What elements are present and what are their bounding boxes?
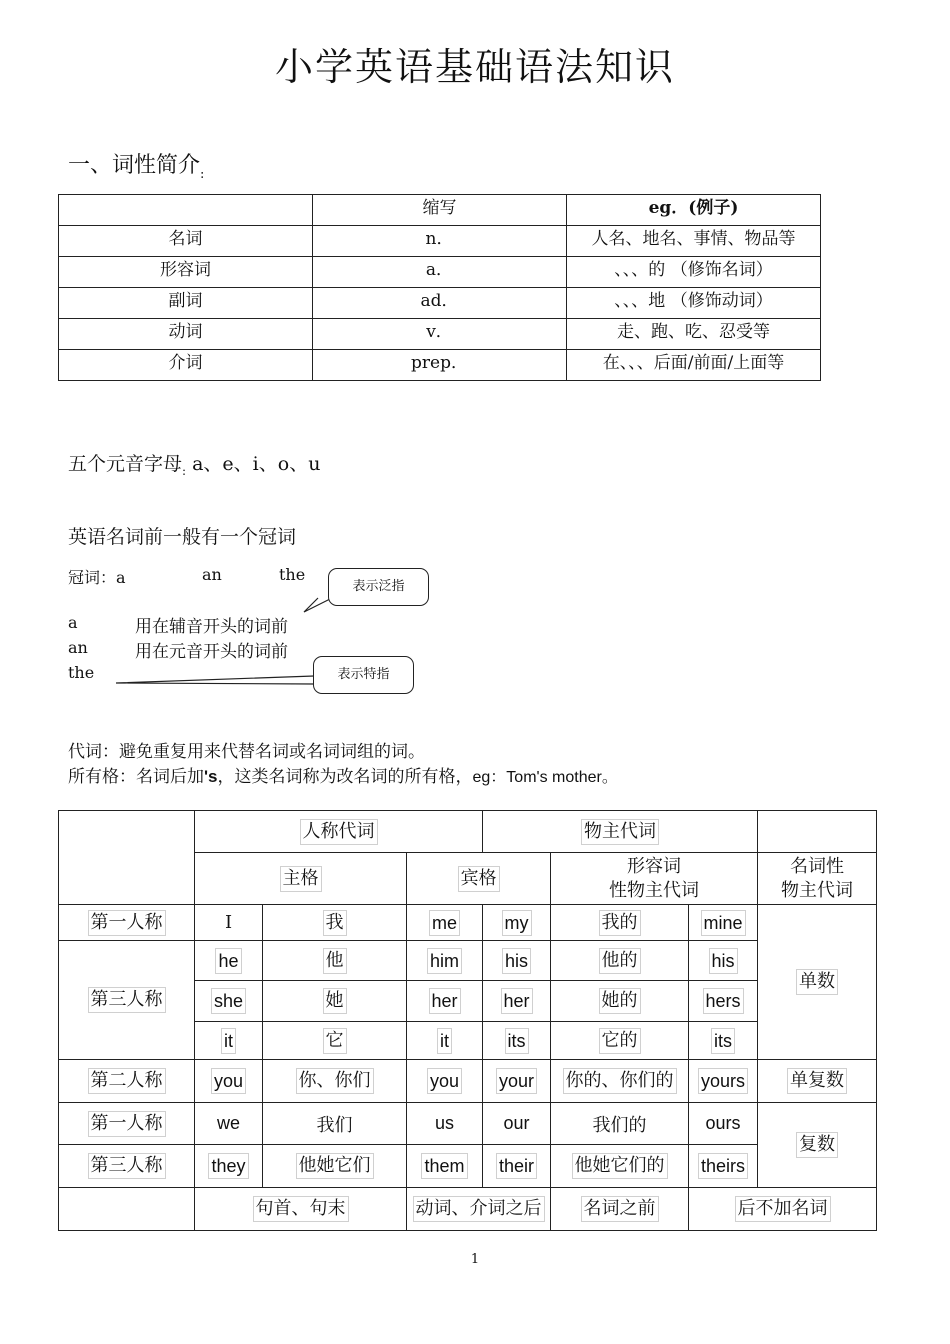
table-row: [59, 1145, 877, 1188]
table-cell: 名词: [59, 226, 313, 257]
articles-label: 冠词：a: [68, 568, 126, 587]
table-cell: ad．: [313, 288, 567, 319]
cell-text: I: [224, 912, 233, 933]
cell-text: their: [496, 1153, 537, 1179]
header-cell: [407, 853, 551, 905]
table-cell: [263, 981, 407, 1022]
number-singular: 单数: [796, 969, 838, 995]
usage-desc-an: 用在元音开头的词前: [135, 642, 288, 662]
header-personal-pronoun: 人称代词: [300, 819, 378, 845]
table-cell: [689, 1103, 758, 1145]
possessive-example: eg：Tom's mother。: [472, 769, 618, 786]
person-cell: [59, 1145, 195, 1188]
cell-text: 你、你们: [296, 1068, 374, 1094]
callout-general: 表示泛指: [328, 568, 429, 606]
cell-text: 我们的: [592, 1114, 647, 1136]
table-cell: [689, 941, 758, 981]
table-footer-row: [59, 1188, 877, 1231]
table-cell: [551, 1060, 689, 1103]
cell-text: me: [429, 910, 460, 936]
cell-text: 你的、你们的: [563, 1068, 677, 1094]
usage-word-a: a: [68, 613, 78, 632]
header-subject: 主格: [280, 866, 322, 892]
table-row: [59, 905, 877, 941]
header-cell: [483, 811, 758, 853]
table-cell: [551, 1145, 689, 1188]
table-cell: [263, 905, 407, 941]
header-adjective-line2: 性物主代词: [609, 879, 700, 901]
table-cell: a．: [313, 257, 567, 288]
table-cell: [407, 1060, 483, 1103]
table-cell: [483, 905, 551, 941]
possessive-definition: [68, 762, 618, 787]
person-label: 第二人称: [88, 1068, 166, 1094]
table-cell: [483, 981, 551, 1022]
table-cell: [263, 1103, 407, 1145]
vowels-letters: a、e、i、o、u: [192, 453, 321, 475]
cell-text: his: [709, 948, 738, 974]
table-row: [59, 1060, 877, 1103]
person-cell: [59, 905, 195, 941]
heading-text: 一、词性简介: [68, 153, 201, 178]
article-an: an: [202, 565, 222, 584]
table-cell: [195, 1103, 263, 1145]
cell-text: her: [429, 988, 461, 1014]
table-row: [59, 1103, 877, 1145]
header-cell: 缩写: [313, 195, 567, 226]
possessive-suffix: ，这类名词称为改名词的所有格，: [217, 767, 473, 787]
table-cell: [483, 1022, 551, 1060]
table-cell: [483, 1145, 551, 1188]
table-cell: [263, 1060, 407, 1103]
cell-text: her: [501, 988, 533, 1014]
cell-text: him: [427, 948, 462, 974]
table-header-row: [59, 811, 877, 853]
header-adjective-line1: 形容词: [627, 855, 682, 877]
table-cell: [551, 1022, 689, 1060]
cell-text: it: [221, 1028, 236, 1054]
table-cell: [689, 1022, 758, 1060]
possessive-prefix: 所有格：名词后加: [68, 767, 204, 787]
table-cell: [407, 1022, 483, 1060]
table-cell: [263, 1145, 407, 1188]
pronoun-table: [58, 810, 877, 1231]
cell-text: my: [502, 910, 532, 936]
header-possessive-pronoun: 物主代词: [581, 819, 659, 845]
cell-text: you: [211, 1068, 246, 1094]
table-cell: [263, 941, 407, 981]
table-cell: [407, 905, 483, 941]
cell-text: 他: [323, 948, 347, 974]
table-cell: [407, 981, 483, 1022]
vowels-label: 五个元音字母: [68, 453, 183, 475]
vowels-colon: :: [182, 464, 187, 478]
cell-text: she: [211, 988, 246, 1014]
table-cell: [483, 941, 551, 981]
table-cell: [551, 905, 689, 941]
articles-intro: 英语名词前一般有一个冠词: [68, 526, 297, 548]
table-cell: [689, 981, 758, 1022]
cell-text: his: [502, 948, 531, 974]
cell-text: 它: [323, 1028, 347, 1054]
table-cell: 、、、的 （修饰名词）: [567, 257, 821, 288]
cell-text: 它的: [599, 1028, 641, 1054]
page-number: 1: [470, 1252, 480, 1267]
table-cell: [551, 941, 689, 981]
cell-text: hers: [703, 988, 744, 1014]
cell-text: you: [427, 1068, 462, 1094]
table-cell: [195, 941, 263, 981]
person-label: 第一人称: [88, 1111, 166, 1137]
number-both: 单复数: [787, 1068, 847, 1094]
header-object: 宾格: [458, 866, 500, 892]
person-label: 第三人称: [88, 1153, 166, 1179]
cell-text: mine: [701, 910, 746, 936]
table-cell: [263, 1022, 407, 1060]
possessive-mark: 's: [204, 767, 218, 786]
header-cell: eg．(例子): [567, 195, 821, 226]
cell-text: he: [215, 948, 241, 974]
cell-text: us: [435, 1113, 455, 1133]
person-cell: [59, 1060, 195, 1103]
cell-text: our: [503, 1113, 530, 1133]
table-cell: [689, 905, 758, 941]
footer-cell: [195, 1188, 407, 1231]
footer-cell: [689, 1188, 877, 1231]
table-cell: 走、跑、吃、忍受等: [567, 319, 821, 350]
cell-text: your: [496, 1068, 537, 1094]
header-cell: [195, 853, 407, 905]
number-cell: [758, 1103, 877, 1188]
usage-word-the: the: [68, 663, 95, 682]
number-cell: [758, 905, 877, 1060]
header-noun-line2: 物主代词: [781, 879, 854, 901]
page-title: 小学英语基础语法知识: [274, 45, 675, 89]
table-cell: 形容词: [59, 257, 313, 288]
table-cell: [195, 1145, 263, 1188]
person-cell: [59, 1103, 195, 1145]
cell-text: 他她它们: [296, 1153, 374, 1179]
table-cell: v．: [313, 319, 567, 350]
article-the: the: [279, 565, 306, 584]
cell-text: 她: [323, 988, 347, 1014]
person-label: 第一人称: [88, 910, 166, 936]
usage-desc-a: 用在辅音开头的词前: [135, 617, 288, 637]
cell-text: theirs: [698, 1153, 748, 1179]
cell-text: them: [421, 1153, 467, 1179]
cell-text: it: [437, 1028, 452, 1054]
table-cell: [195, 981, 263, 1022]
table-cell: [483, 1103, 551, 1145]
table-row: [59, 941, 877, 981]
person-cell: [59, 941, 195, 1060]
footer-before-noun: 名词之前: [581, 1196, 659, 1222]
cell-text: we: [216, 1113, 240, 1133]
header-cell: [758, 853, 877, 905]
number-cell: [758, 1060, 877, 1103]
table-cell: n．: [313, 226, 567, 257]
header-cell: [195, 811, 483, 853]
footer-cell: [551, 1188, 689, 1231]
table-cell: [407, 1103, 483, 1145]
header-noun-line1: 名词性: [790, 855, 845, 877]
callout-specific-pointer: [116, 676, 314, 684]
table-cell: 动词: [59, 319, 313, 350]
table-cell: 副词: [59, 288, 313, 319]
header-cell: [551, 853, 758, 905]
footer-no-noun: 后不加名词: [735, 1196, 831, 1222]
table-cell: [551, 1103, 689, 1145]
cell-text: its: [505, 1028, 529, 1054]
table-cell: 、、、地 （修饰动词）: [567, 288, 821, 319]
cell-text: yours: [698, 1068, 748, 1094]
table-cell: 人名、地名、事情、物品等: [567, 226, 821, 257]
cell-text: 他的: [599, 948, 641, 974]
table-cell: [195, 905, 263, 941]
footer-cell: [407, 1188, 551, 1231]
cell-text: 我们: [316, 1114, 353, 1136]
cell-text: 他她它们的: [572, 1153, 668, 1179]
footer-sentence-position: 句首、句末: [253, 1196, 349, 1222]
cell-text: 我: [323, 910, 347, 936]
table-cell: [195, 1060, 263, 1103]
table-cell: 在、、、后面/前面/上面等: [567, 350, 821, 381]
cell-text: 我的: [599, 910, 641, 936]
table-cell: [689, 1145, 758, 1188]
table-cell: [59, 1188, 195, 1231]
corner-cell: [59, 811, 195, 905]
callout-specific: 表示特指: [313, 656, 414, 694]
cell-text: its: [711, 1028, 735, 1054]
table-cell: [407, 941, 483, 981]
table-cell: prep．: [313, 350, 567, 381]
person-label: 第三人称: [88, 987, 166, 1013]
number-plural: 复数: [796, 1132, 838, 1158]
table-cell: [483, 1060, 551, 1103]
table-cell: [551, 981, 689, 1022]
table-cell: [195, 1022, 263, 1060]
cell-text: ours: [705, 1113, 741, 1133]
cell-text: they: [208, 1153, 248, 1179]
usage-word-an: an: [68, 638, 88, 657]
heading-colon: :: [200, 167, 205, 182]
footer-after-verb: 动词、介词之后: [413, 1196, 545, 1222]
table-cell: [689, 1060, 758, 1103]
header-cell: [758, 811, 877, 853]
table-cell: 介词: [59, 350, 313, 381]
pronoun-definition: 代词：避免重复用来代替名词或名词词组的词。: [68, 742, 425, 762]
table-cell: [407, 1145, 483, 1188]
cell-text: 她的: [599, 988, 641, 1014]
